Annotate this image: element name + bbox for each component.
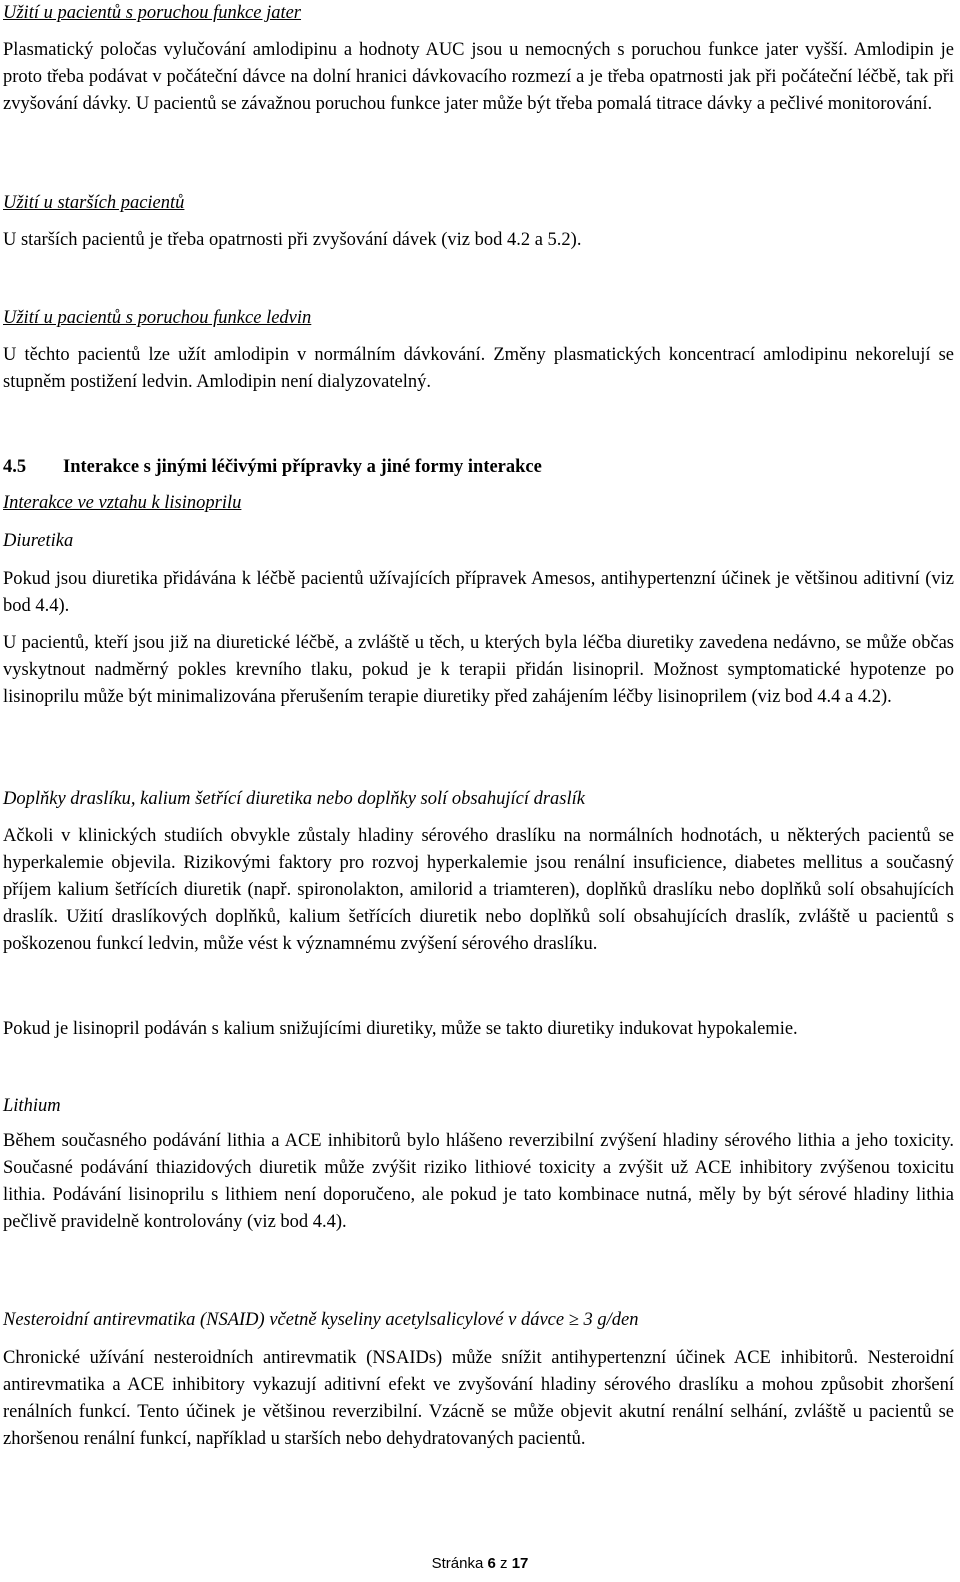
- section-4-5-title: [3, 454, 542, 481]
- nsaid-paragraph: Chronické užívání nesteroidních antirevmatik (NSAIDs) může snížit antihypertenzní účinek ACE inhibitorů. Nesteroidní antirevmatika a ACE inhibitory vykazují aditivní efekt ve zvyšování hladiny sérového draslíku a mohou způsobit zhoršení renálních funkcí. Tento účinek je většinou reverzibilní. Vzácně se může objevit akutní renální selhání, zvláště u pacientů se zhoršenou renální funkcí, například u starších nebo dehydratovaných pacientů.: [3, 1348, 954, 1449]
- elderly-paragraph: U starších pacientů je třeba opatrnosti při zvyšování dávek (viz bod 4.2 a 5.2).: [3, 230, 582, 250]
- potassium-paragraph-2: Pokud je lisinopril podáván s kalium snižujícími diuretiky, může se takto diuretiky indukovat hypokalemie.: [3, 1019, 798, 1039]
- diuretics-paragraph-1: Pokud jsou diuretika přidávána k léčbě pacientů užívajících přípravek Amesos, antihypertenzní účinek je většinou aditivní (viz bod 4.4).: [3, 569, 954, 616]
- section-title-text: Interakce s jinými léčivými přípravky a jiné formy interakce: [63, 457, 542, 477]
- renal-paragraph: U těchto pacientů lze užít amlodipin v normálním dávkování. Změny plasmatických koncentrací amlodipinu nekorelují se stupněm postižení ledvin. Amlodipin není dialyzovatelný.: [3, 345, 954, 392]
- diuretics-paragraph-2: U pacientů, kteří jsou již na diuretické léčbě, a zvláště u těch, u kterých byla léčba diuretiky zavedena nedávno, se může občas vyskytnout nadměrný pokles krevního tlaku, pokud je k terapii přidán lisinopril. Možnost symptomatické hypotenze po lisinoprilu může být minimalizována přerušením terapie diuretiky před zahájením léčby lisinoprilem (viz bod 4.4 a 4.2).: [3, 633, 954, 707]
- footer-prefix: Stránka: [431, 1555, 488, 1572]
- lisinopril-subheading: Interakce ve vztahu k lisinoprilu: [3, 493, 242, 513]
- section-number: 4.5: [3, 457, 27, 477]
- footer-page-number: 6: [487, 1555, 496, 1572]
- diuretics-heading: Diuretika: [3, 531, 74, 551]
- renal-heading: Užití u pacientů s poruchou funkce ledvin: [3, 308, 312, 328]
- elderly-heading: Užití u starších pacientů: [3, 193, 185, 213]
- page-footer: [0, 1550, 960, 1577]
- liver-heading: Užití u pacientů s poruchou funkce jater: [3, 3, 302, 23]
- footer-middle: z: [495, 1555, 512, 1572]
- lithium-paragraph: Během současného podávání lithia a ACE inhibitorů bylo hlášeno reverzibilní zvýšení hladiny sérového lithia a jeho toxicity. Současné podávání thiazidových diuretik může zvýšit riziko lithiové toxicity a zvýšit už ACE inhibitory zvýšenou toxicitu lithia. Podávání lisinoprilu s lithiem není doporučeno, ale pokud je tato kombinace nutná, měly by být sérové hladiny lithia pečlivě pravidelně kontrolovány (viz bod 4.4).: [3, 1131, 954, 1232]
- potassium-heading: Doplňky draslíku, kalium šetřící diuretika nebo doplňky solí obsahující draslík: [3, 789, 585, 809]
- potassium-paragraph-1: Ačkoli v klinických studiích obvykle zůstaly hladiny sérového draslíku na normálních hodnotách, u některých pacientů se hyperkalemie objevila. Rizikovými faktory pro rozvoj hyperkalemie jsou renální insuficience, diabetes mellitus a současný příjem kalium šetřících diuretik (např. spironolakton, amilorid a triamteren), doplňků draslíku nebo doplňků solí obsahujících draslík. Užití draslíkových doplňků, kalium šetřících diuretik nebo doplňků solí obsahujících draslík, zvláště u pacientů s poškozenou funkcí ledvin, může vést k významnému zvýšení sérového draslíku.: [3, 826, 954, 954]
- liver-paragraph: Plasmatický poločas vylučování amlodipinu a hodnoty AUC jsou u nemocných s poruchou funkce jater vyšší. Amlodipin je proto třeba podávat v počáteční dávce na dolní hranici dávkovacího rozmezí a je třeba opatrnosti jak při počáteční léčbě, tak při zvyšování dávky. U pacientů se závažnou poruchou funkce jater může být třeba pomalá titrace dávky a pečlivé monitorování.: [3, 40, 954, 114]
- nsaid-heading: Nesteroidní antirevmatika (NSAID) včetně kyseliny acetylsalicylové v dávce ≥ 3 g/den: [3, 1310, 639, 1330]
- lithium-heading: Lithium: [3, 1096, 61, 1116]
- footer-page-total: 17: [511, 1555, 529, 1572]
